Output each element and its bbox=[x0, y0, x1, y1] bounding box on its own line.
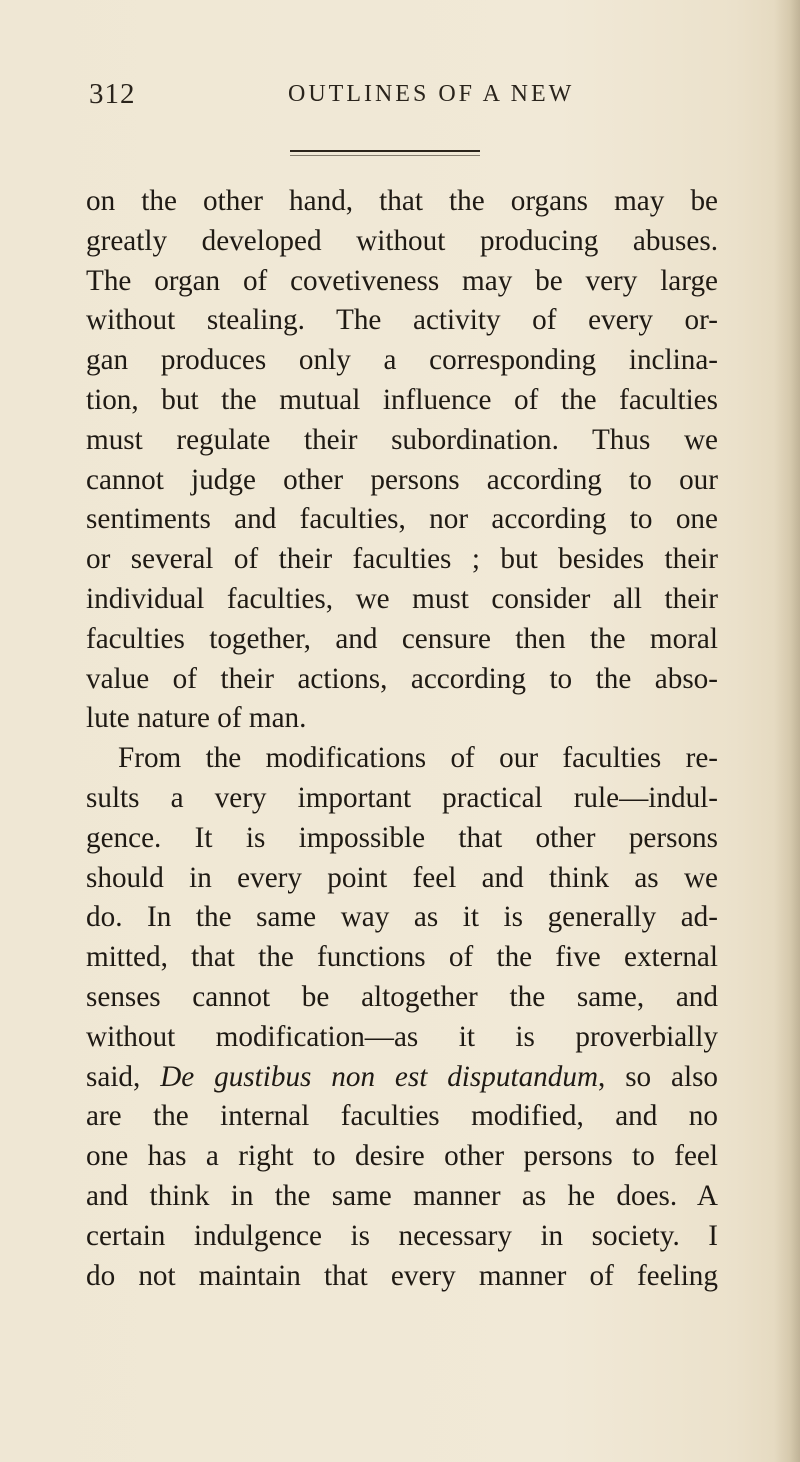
text-line: should in every point feel and think as we bbox=[86, 861, 718, 894]
text-line: must regulate their subordination. Thus we bbox=[86, 423, 718, 456]
text-line: do. In the same way as it is generally ad- bbox=[86, 901, 718, 934]
text-line: do not maintain that every manner of feeling bbox=[86, 1259, 718, 1292]
running-head: OUTLINES OF A NEW bbox=[288, 81, 575, 107]
text-line: faculties together, and censure then the moral bbox=[86, 622, 718, 655]
text-line: tion, but the mutual influence of the faculties bbox=[86, 383, 718, 416]
text-line: certain indulgence is necessary in society. I bbox=[86, 1219, 718, 1252]
page-header bbox=[89, 78, 729, 118]
page-edge-shadow bbox=[774, 0, 800, 1462]
text-line: on the other hand, that the organs may be bbox=[86, 185, 718, 217]
text-line: gan produces only a corresponding inclina- bbox=[86, 344, 718, 377]
line-start: said, bbox=[86, 1060, 141, 1093]
text-line-with-latin bbox=[86, 1058, 718, 1098]
text-line: individual faculties, we must consider all their bbox=[86, 582, 718, 615]
text-line: gence. It is impossible that other persons bbox=[86, 821, 718, 854]
line-end: , so also bbox=[598, 1060, 719, 1093]
page-number: 312 bbox=[89, 78, 136, 110]
header-rule-thin bbox=[290, 155, 480, 156]
text-line: and think in the same manner as he does. A bbox=[86, 1179, 718, 1212]
text-line: sults a very important practical rule—indul- bbox=[86, 781, 718, 814]
latin-phrase: De gustibus non est disputandum bbox=[160, 1060, 599, 1093]
header-rule bbox=[290, 150, 480, 152]
paragraph-start-line: From the modifications of our faculties re- bbox=[118, 742, 718, 775]
text-line: senses cannot be altogether the same, and bbox=[86, 980, 718, 1013]
text-line: one has a right to desire other persons to feel bbox=[86, 1140, 718, 1173]
body-text bbox=[86, 182, 718, 1296]
text-line: value of their actions, according to the abso- bbox=[86, 662, 718, 695]
text-line: greatly developed without producing abuses. bbox=[86, 224, 718, 257]
text-line: are the internal faculties modified, and no bbox=[86, 1100, 718, 1133]
text-line: sentiments and faculties, nor according to one bbox=[86, 503, 718, 536]
text-line: cannot judge other persons according to our bbox=[86, 463, 718, 496]
text-line: lute nature of man. bbox=[86, 702, 307, 735]
text-line: or several of their faculties ; but besides their bbox=[86, 543, 718, 576]
text-line: without modification—as it is proverbially bbox=[86, 1020, 718, 1053]
text-line: The organ of covetiveness may be very large bbox=[86, 264, 718, 297]
text-line: mitted, that the functions of the five external bbox=[86, 941, 718, 974]
text-line: without stealing. The activity of every or- bbox=[86, 304, 718, 337]
